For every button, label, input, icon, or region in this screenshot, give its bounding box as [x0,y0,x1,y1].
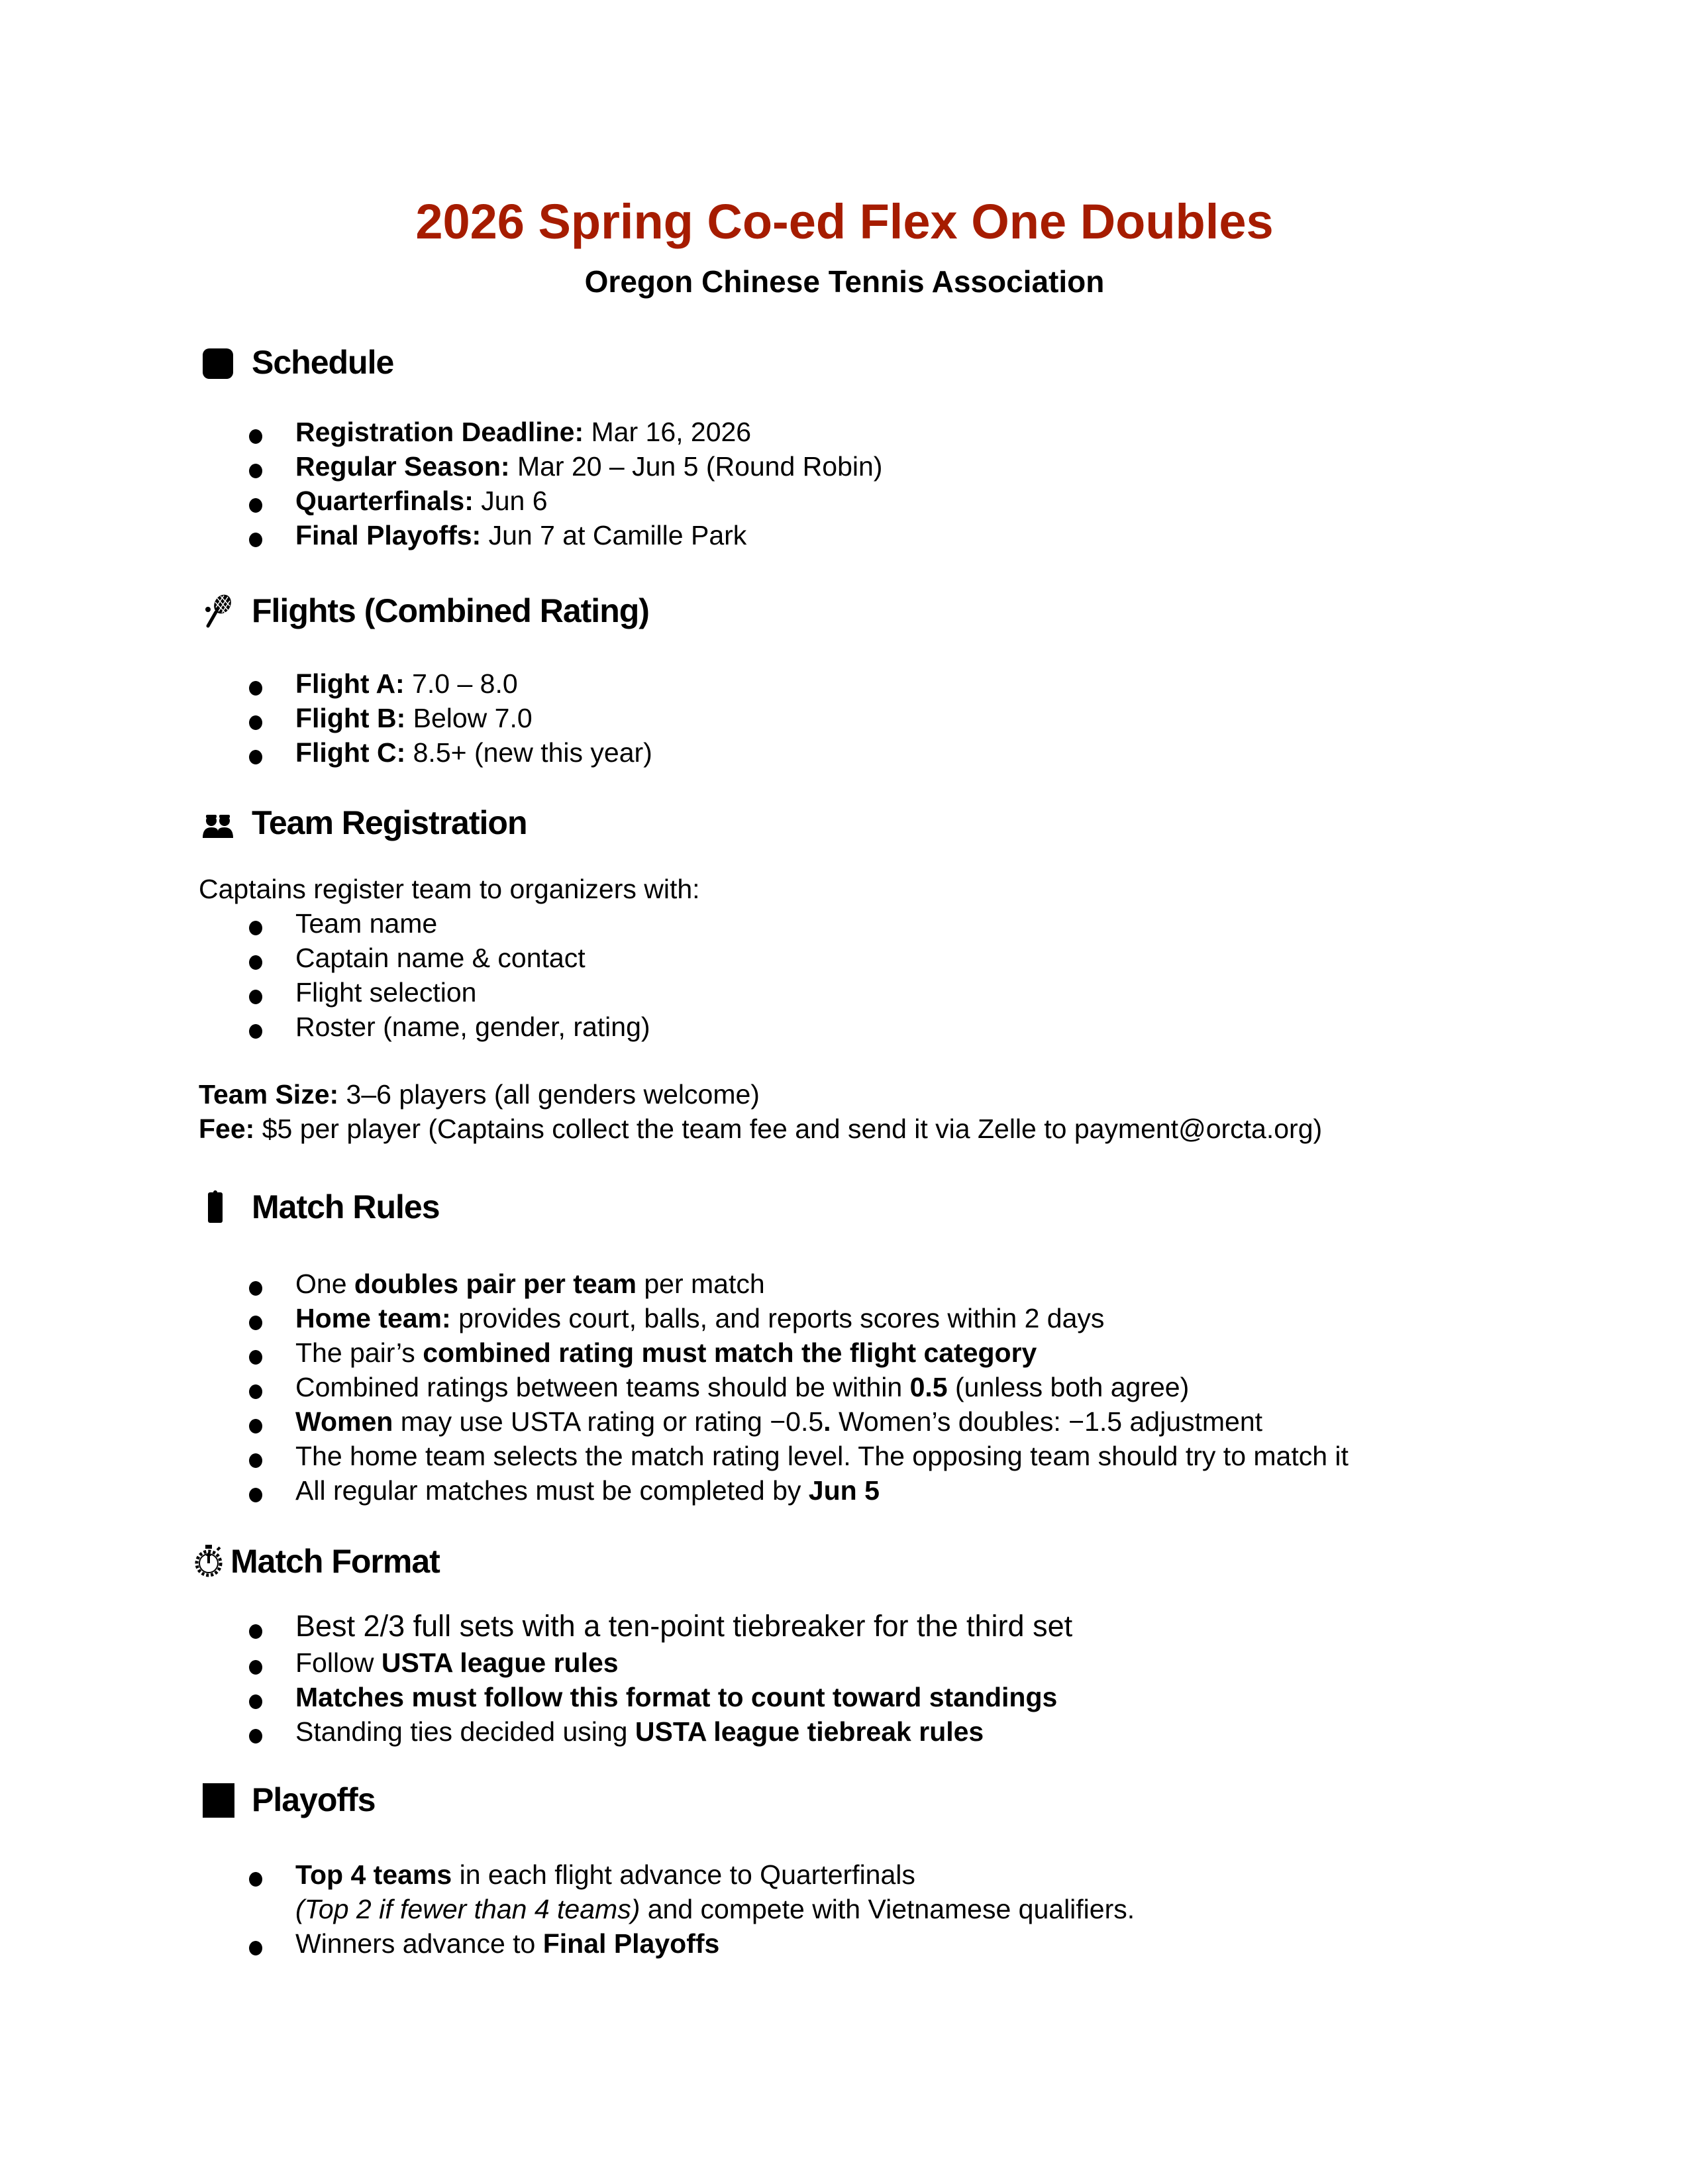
list-item: Home team: provides court, balls, and reports scores within 2 days [295,1303,1105,1333]
heading-text: Flights (Combined Rating) [252,592,649,629]
list-item: The home team selects the match rating level. The opposing team should try to match it [295,1441,1349,1471]
list-item: Flight selection [295,977,477,1008]
bullet [249,1660,262,1675]
bullet [249,715,262,730]
list-item: All regular matches must be completed by Jun 5 [295,1475,880,1506]
heading-text: Match Rules [252,1188,440,1225]
section-heading-match-format [193,1543,440,1579]
tennis-racket-icon [199,593,237,629]
list-item: Flight C: 8.5+ (new this year) [295,737,652,768]
section-heading-schedule [199,344,393,380]
bullet [249,955,262,970]
heading-text: Schedule [252,344,394,381]
list-item-continuation: (Top 2 if fewer than 4 teams) and compete with Vietnamese qualifiers. [295,1894,1135,1924]
list-item: Roster (name, gender, rating) [295,1012,650,1042]
bullet [249,1941,262,1955]
list-item: Matches must follow this format to count toward standings [295,1682,1058,1712]
bullet [249,1316,262,1330]
bullet [249,464,262,478]
list-item: Quarterfinals: Jun 6 [295,486,548,516]
bullet [249,1350,262,1365]
bullet [249,1872,262,1887]
list-item: Team name [295,908,438,939]
list-item: Follow USTA league rules [295,1647,619,1678]
list-item: Top 4 teams in each flight advance to Quarterfinals [295,1859,915,1890]
heading-text: Team Registration [252,804,527,841]
black-rectangle-icon [199,1782,237,1818]
list-item: Final Playoffs: Jun 7 at Camille Park [295,520,747,550]
page-title: 2026 Spring Co-ed Flex One Doubles [415,194,1274,249]
bullet [249,1488,262,1502]
fee: Fee: $5 per player (Captains collect the team fee and send it via Zelle to payment@orcta.org) [199,1114,1323,1144]
list-item: Standing ties decided using USTA league tiebreak rules [295,1716,984,1747]
bullet [249,921,262,935]
bullet [249,1694,262,1709]
list-item: Flight B: Below 7.0 [295,703,533,733]
bullet [249,1453,262,1468]
bullet [249,750,262,764]
list-item: Flight A: 7.0 – 8.0 [295,668,518,699]
bullet [249,1384,262,1399]
team-size: Team Size: 3–6 players (all genders welcome) [199,1079,760,1110]
bullet [249,1419,262,1433]
list-item: Combined ratings between teams should be within 0.5 (unless both agree) [295,1372,1190,1402]
black-square-icon [199,344,237,380]
registration-intro: Captains register team to organizers with: [199,874,700,904]
stopwatch-icon [193,1543,224,1579]
bullet [249,1624,262,1639]
bullet [249,1024,262,1039]
list-item: The pair’s combined rating must match the flight category [295,1337,1037,1368]
bullet [249,429,262,444]
list-item: Winners advance to Final Playoffs [295,1928,720,1959]
list-item: Women may use USTA rating or rating −0.5. Women’s doubles: −1.5 adjustment [295,1406,1263,1437]
bullet [249,533,262,547]
bullet [249,1281,262,1296]
bullet [249,681,262,696]
bullet [249,1729,262,1743]
section-heading-playoffs [199,1782,376,1818]
list-item: Regular Season: Mar 20 – Jun 5 (Round Robin) [295,451,883,482]
heading-text: Playoffs [252,1781,376,1818]
list-item: One doubles pair per team per match [295,1269,765,1299]
page-subtitle: Oregon Chinese Tennis Association [584,264,1105,299]
people-icon [199,805,237,841]
section-heading-match-rules [199,1189,440,1225]
list-item: Registration Deadline: Mar 16, 2026 [295,417,752,447]
list-item: Best 2/3 full sets with a ten-point tiebreaker for the third set [295,1609,1073,1643]
list-item: Captain name & contact [295,943,586,973]
clipboard-icon [199,1189,237,1225]
bullet [249,990,262,1004]
section-heading-team-registration [199,805,527,841]
section-heading-flights [199,593,649,629]
heading-text: Match Format [230,1543,440,1580]
bullet [249,498,262,513]
